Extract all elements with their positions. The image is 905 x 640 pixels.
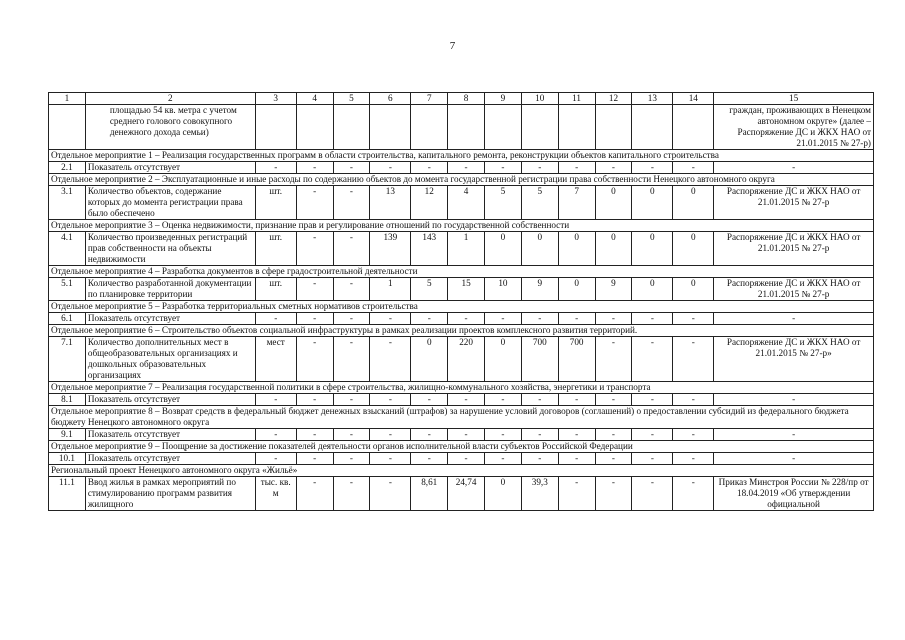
table-cell [370, 105, 411, 150]
value-cell: - [333, 477, 370, 511]
value-cell: - [558, 477, 595, 511]
value-cell: - [485, 429, 522, 441]
value-cell: - [411, 429, 448, 441]
table-row [49, 394, 874, 406]
value-cell: - [632, 162, 673, 174]
value-cell: - [632, 453, 673, 465]
row-number-cell: 10.1 [49, 453, 86, 465]
section-title: Отдельное мероприятие 8 – Возврат средств в федеральный бюджет денежных взысканий (штрафов) за нарушение условий договоров (соглашений) о предоставлении субсидий из федерального бюджета бюджету Ненецкого автономного округа [49, 406, 874, 429]
value-cell: - [673, 453, 714, 465]
value-cell: - [411, 394, 448, 406]
header-cell: 7 [411, 93, 448, 105]
indicator-name-cell: Количество дополнительных мест в общеобразовательных организациях и дошкольных образовательных организациях [85, 337, 255, 382]
table-cell [411, 105, 448, 150]
indicator-name-cell: Показатель отсутствует [85, 162, 255, 174]
value-cell: - [448, 429, 485, 441]
value-cell: - [632, 429, 673, 441]
value-cell: 5 [485, 186, 522, 220]
header-cell: 10 [521, 93, 558, 105]
value-cell: - [673, 429, 714, 441]
value-cell: - [673, 162, 714, 174]
header-cell: 5 [333, 93, 370, 105]
indicator-name-cell: Ввод жилья в рамках мероприятий по стимулированию программ развития жилищного [85, 477, 255, 511]
value-cell: 12 [411, 186, 448, 220]
indicator-name-cell: Показатель отсутствует [85, 429, 255, 441]
value-cell: - [333, 162, 370, 174]
value-cell: - [296, 232, 333, 266]
table-cell [485, 105, 522, 150]
header-cell: 1 [49, 93, 86, 105]
section-title: Отдельное мероприятие 4 – Разработка документов в сфере градостроительной деятельности [49, 266, 874, 278]
continued-row [49, 105, 874, 150]
value-cell: - [448, 453, 485, 465]
value-cell: 9 [595, 278, 632, 301]
source-document-cell: Распоряжение ДС и ЖКХ НАО от 21.01.2015 № 27-р [714, 232, 874, 266]
value-cell: 0 [558, 278, 595, 301]
section-row [49, 220, 874, 232]
value-cell: 0 [411, 337, 448, 382]
section-row [49, 150, 874, 162]
row-number-cell: 5.1 [49, 278, 86, 301]
source-document-cell: - [714, 429, 874, 441]
header-cell: 8 [448, 93, 485, 105]
row-number-cell: 2.1 [49, 162, 86, 174]
value-cell: - [673, 313, 714, 325]
value-cell: 0 [595, 186, 632, 220]
value-cell: 24,74 [448, 477, 485, 511]
row-number-cell: 11.1 [49, 477, 86, 511]
unit-cell: шт. [255, 186, 296, 220]
indicators-table [48, 92, 874, 511]
table-row [49, 453, 874, 465]
value-cell: 0 [485, 232, 522, 266]
value-cell: 10 [485, 278, 522, 301]
value-cell: - [296, 186, 333, 220]
value-cell: - [333, 453, 370, 465]
table-cell [521, 105, 558, 150]
value-cell: - [370, 453, 411, 465]
header-cell: 12 [595, 93, 632, 105]
source-document-cell: Распоряжение ДС и ЖКХ НАО от 21.01.2015 № 27-р [714, 186, 874, 220]
value-cell: 8,61 [411, 477, 448, 511]
table-cell [49, 105, 86, 150]
unit-cell: мест [255, 337, 296, 382]
table-row [49, 313, 874, 325]
value-cell: - [632, 313, 673, 325]
indicator-name-cell: Показатель отсутствует [85, 313, 255, 325]
section-title: Отдельное мероприятие 2 – Эксплуатационные и иные расходы по содержанию объектов до момента государственной регистрации права собственности Ненецкого автономного округа [49, 174, 874, 186]
value-cell: 1 [370, 278, 411, 301]
value-cell: - [333, 278, 370, 301]
value-cell: - [521, 453, 558, 465]
value-cell: - [595, 477, 632, 511]
value-cell: 0 [632, 278, 673, 301]
unit-cell: тыс. кв. м [255, 477, 296, 511]
table-row [49, 162, 874, 174]
value-cell: 0 [632, 232, 673, 266]
header-cell: 4 [296, 93, 333, 105]
value-cell: - [485, 313, 522, 325]
value-cell: 143 [411, 232, 448, 266]
source-document-cell: - [714, 313, 874, 325]
value-cell: 5 [411, 278, 448, 301]
unit-cell: шт. [255, 278, 296, 301]
value-cell: 5 [521, 186, 558, 220]
value-cell: 700 [521, 337, 558, 382]
value-cell: 0 [673, 186, 714, 220]
value-cell: - [673, 477, 714, 511]
header-cell: 2 [85, 93, 255, 105]
value-cell: - [296, 337, 333, 382]
value-cell: 0 [558, 232, 595, 266]
value-cell: - [595, 453, 632, 465]
header-cell: 14 [673, 93, 714, 105]
table-row [49, 429, 874, 441]
section-row [49, 301, 874, 313]
section-title: Отдельное мероприятие 6 – Строительство объектов социальной инфраструктуры в рамках реализации проектов комплексного развития территорий. [49, 325, 874, 337]
indicator-name-cell: площадью 54 кв. метра с учетом среднего голового совокупного денежного дохода семьи) [85, 105, 255, 150]
value-cell: - [370, 162, 411, 174]
source-document-cell: Распоряжение ДС и ЖКХ НАО от 21.01.2015 № 27-р» [714, 337, 874, 382]
value-cell: - [296, 162, 333, 174]
value-cell: - [370, 394, 411, 406]
value-cell: - [411, 453, 448, 465]
value-cell: - [333, 394, 370, 406]
table-cell [255, 105, 296, 150]
value-cell: - [632, 477, 673, 511]
unit-cell: шт. [255, 232, 296, 266]
table-row [49, 232, 874, 266]
value-cell: - [595, 429, 632, 441]
source-document-cell: Распоряжение ДС и ЖКХ НАО от 21.01.2015 № 27-р [714, 278, 874, 301]
unit-cell: - [255, 394, 296, 406]
indicator-name-cell: Количество разработанной документации по планировке территории [85, 278, 255, 301]
value-cell: - [632, 394, 673, 406]
section-row [49, 266, 874, 278]
section-row [49, 441, 874, 453]
value-cell: - [370, 429, 411, 441]
value-cell: 15 [448, 278, 485, 301]
header-cell: 15 [714, 93, 874, 105]
value-cell: 139 [370, 232, 411, 266]
table-row [49, 477, 874, 511]
section-row [49, 406, 874, 429]
header-cell: 13 [632, 93, 673, 105]
section-title: Отдельное мероприятие 5 – Разработка территориальных сметных нормативов строительства [49, 301, 874, 313]
value-cell: 13 [370, 186, 411, 220]
value-cell: - [521, 162, 558, 174]
value-cell: - [296, 453, 333, 465]
value-cell: - [411, 313, 448, 325]
value-cell: - [296, 477, 333, 511]
header-cell: 11 [558, 93, 595, 105]
section-row [49, 174, 874, 186]
value-cell: - [296, 313, 333, 325]
section-title: Региональный проект Ненецкого автономного округа «Жильё» [49, 465, 874, 477]
value-cell: - [333, 313, 370, 325]
source-document-cell: - [714, 162, 874, 174]
value-cell: - [296, 429, 333, 441]
table-row [49, 186, 874, 220]
table-cell [558, 105, 595, 150]
section-title: Отдельное мероприятие 9 – Поощрение за достижение показателей деятельности органов исполнительной власти субъектов Российской Федерации [49, 441, 874, 453]
unit-cell: - [255, 429, 296, 441]
value-cell: - [370, 313, 411, 325]
value-cell: - [411, 162, 448, 174]
value-cell: - [595, 162, 632, 174]
value-cell: 0 [521, 232, 558, 266]
section-row [49, 382, 874, 394]
value-cell: - [333, 232, 370, 266]
value-cell: 0 [485, 337, 522, 382]
value-cell: 0 [632, 186, 673, 220]
header-cell: 9 [485, 93, 522, 105]
table-cell [673, 105, 714, 150]
value-cell: - [558, 453, 595, 465]
table-row [49, 278, 874, 301]
source-document-cell: граждан, проживающих в Ненецком автономном округе» (далее – Распоряжение ДС и ЖКХ НАО от 21.01.2015 № 27-р) [714, 105, 874, 150]
table-cell [448, 105, 485, 150]
value-cell: - [370, 337, 411, 382]
source-document-cell: - [714, 394, 874, 406]
value-cell: - [558, 313, 595, 325]
value-cell: - [558, 394, 595, 406]
table-body [49, 93, 874, 511]
value-cell: 1 [448, 232, 485, 266]
source-document-cell: Приказ Минстроя России № 228/пр от 18.04.2019 «Об утверждении официальной [714, 477, 874, 511]
value-cell: - [333, 337, 370, 382]
value-cell: 7 [558, 186, 595, 220]
value-cell: - [595, 337, 632, 382]
row-number-cell: 4.1 [49, 232, 86, 266]
unit-cell: - [255, 162, 296, 174]
row-number-cell: 6.1 [49, 313, 86, 325]
value-cell: - [673, 394, 714, 406]
value-cell: 0 [673, 278, 714, 301]
indicator-name-cell: Показатель отсутствует [85, 394, 255, 406]
value-cell: 0 [485, 477, 522, 511]
value-cell: - [448, 162, 485, 174]
value-cell: 9 [521, 278, 558, 301]
source-document-cell: - [714, 453, 874, 465]
row-number-cell: 7.1 [49, 337, 86, 382]
unit-cell: - [255, 453, 296, 465]
value-cell: - [673, 337, 714, 382]
section-title: Отдельное мероприятие 1 – Реализация государственных программ в области строительства, капитального ремонта, реконструкции объектов капитального строительства [49, 150, 874, 162]
section-row [49, 465, 874, 477]
section-title: Отдельное мероприятие 3 – Оценка недвижимости, признание прав и регулирование отношений по государственной собственности [49, 220, 874, 232]
row-number-cell: 8.1 [49, 394, 86, 406]
value-cell: - [521, 313, 558, 325]
value-cell: - [521, 429, 558, 441]
row-number-cell: 3.1 [49, 186, 86, 220]
value-cell: - [370, 477, 411, 511]
value-cell: - [595, 394, 632, 406]
page-number: 7 [449, 40, 456, 52]
value-cell: - [558, 429, 595, 441]
value-cell: - [485, 394, 522, 406]
row-number-cell: 9.1 [49, 429, 86, 441]
table-row [49, 337, 874, 382]
value-cell: 220 [448, 337, 485, 382]
value-cell: - [595, 313, 632, 325]
indicator-name-cell: Количество объектов, содержание которых до момента регистрации права было обеспечено [85, 186, 255, 220]
value-cell: - [558, 162, 595, 174]
unit-cell: - [255, 313, 296, 325]
value-cell: - [448, 313, 485, 325]
value-cell: - [521, 394, 558, 406]
value-cell: 0 [673, 232, 714, 266]
value-cell: 39,3 [521, 477, 558, 511]
header-row [49, 93, 874, 105]
section-title: Отдельное мероприятие 7 – Реализация государственной политики в сфере строительства, жилищно-коммунального хозяйства, энергетики и транспорта [49, 382, 874, 394]
indicator-name-cell: Количество произведенных регистраций прав собственности на объекты недвижимости [85, 232, 255, 266]
value-cell: - [632, 337, 673, 382]
value-cell: - [485, 453, 522, 465]
value-cell: - [485, 162, 522, 174]
table-cell [296, 105, 333, 150]
header-cell: 6 [370, 93, 411, 105]
section-row [49, 325, 874, 337]
value-cell: 0 [595, 232, 632, 266]
table-cell [632, 105, 673, 150]
value-cell: 4 [448, 186, 485, 220]
indicator-name-cell: Показатель отсутствует [85, 453, 255, 465]
table-cell [333, 105, 370, 150]
value-cell: - [333, 186, 370, 220]
value-cell: 700 [558, 337, 595, 382]
value-cell: - [296, 278, 333, 301]
table-cell [595, 105, 632, 150]
value-cell: - [296, 394, 333, 406]
header-cell: 3 [255, 93, 296, 105]
value-cell: - [333, 429, 370, 441]
value-cell: - [448, 394, 485, 406]
